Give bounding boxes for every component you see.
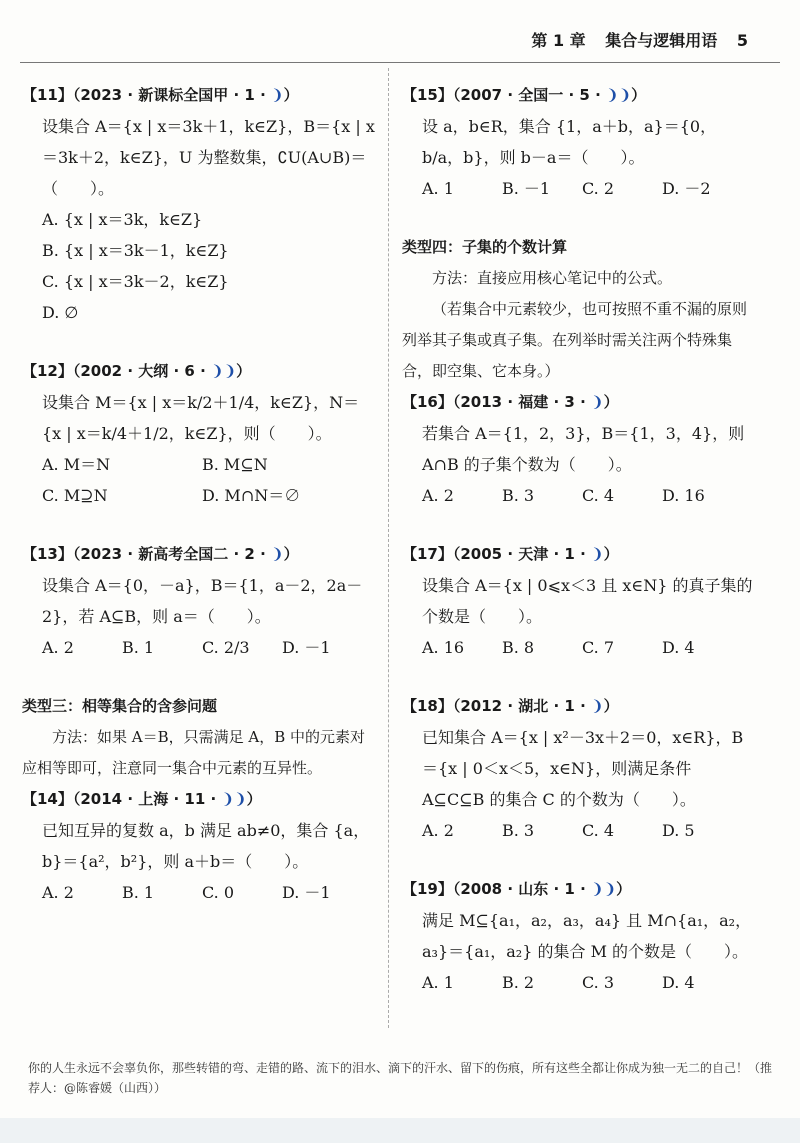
problem-stem: 已知互异的复数 a，b 满足 ab≠0，集合 {a，b}＝{a²，b²}，则 a＋b＝（ ）。: [42, 821, 370, 871]
option-c: C. 7: [582, 638, 615, 657]
option-c: C. 0: [202, 883, 235, 902]
problem-18: [402, 691, 757, 846]
options: [402, 967, 757, 998]
option-a: A. 1: [422, 179, 454, 198]
option-d: D. M∩N＝∅: [202, 486, 301, 505]
option-b: B. －1: [502, 179, 551, 198]
problem-header-end: ）: [616, 880, 632, 898]
page-header: [517, 28, 748, 51]
problem-header: [402, 691, 757, 722]
option-b: B. M⊆N: [202, 455, 268, 474]
problem-header-end: ）: [236, 362, 252, 380]
problem-header: [22, 356, 377, 387]
option-a: A. 2: [422, 821, 454, 840]
section-title-type3: 类型三：相等集合的含参问题: [22, 697, 218, 715]
problem-header-end: ）: [603, 545, 619, 563]
problem-11: [22, 80, 377, 328]
problem-source: 【13】（2023 · 新高考全国二 · 2 ·: [22, 545, 271, 563]
section-method-note: （若集合中元素较少，也可按照不重不漏的原则列举其子集或真子集。在列举时需关注两个特殊集合，即空集、它本身。）: [402, 300, 748, 380]
right-column: [402, 80, 757, 1026]
option-b: B. 1: [122, 638, 155, 657]
problem-16: [402, 387, 757, 511]
option-a: A. {x | x＝3k，k∈Z}: [42, 210, 203, 229]
problem-source: 【15】（2007 · 全国一 · 5 ·: [402, 86, 606, 104]
problem-source: 【11】（2023 · 新课标全国甲 · 1 ·: [22, 86, 271, 104]
option-c: C. {x | x＝3k－2，k∈Z}: [42, 272, 229, 291]
problem-14: [22, 784, 377, 908]
option-a: A. M＝N: [42, 455, 111, 474]
option-c: C. 2: [582, 179, 615, 198]
problem-source: 【12】（2002 · 大纲 · 6 ·: [22, 362, 211, 380]
problem-17: [402, 539, 757, 663]
difficulty-icon: ❩: [591, 545, 604, 563]
problem-source: 【18】（2012 · 湖北 · 1 ·: [402, 697, 591, 715]
difficulty-icon: ❩: [591, 697, 604, 715]
option-d: D. －1: [282, 883, 331, 902]
problem-stem: 若集合 A＝{1，2，3}，B＝{1，3，4}，则 A∩B 的子集个数为（ ）。: [422, 424, 745, 474]
section-method: 方法：直接应用核心笔记中的公式。: [432, 269, 673, 287]
option-b: B. 3: [502, 486, 535, 505]
option-d: D. 4: [662, 638, 695, 657]
problem-stem: 设 a，b∈R，集合 {1，a＋b，a}＝{0，b/a，b}，则 b－a＝（ ）。: [422, 117, 717, 167]
problem-header: [402, 874, 757, 905]
problem-header-end: ）: [283, 86, 299, 104]
column-divider: [388, 68, 389, 1028]
option-c: C. 4: [582, 821, 615, 840]
problem-header: [402, 539, 757, 570]
difficulty-icon: ❩: [271, 545, 284, 563]
option-d: D. ∅: [42, 303, 79, 322]
problem-header: [22, 80, 377, 111]
options: [402, 480, 757, 511]
difficulty-icon: ❩: [591, 393, 604, 411]
problem-12: [22, 356, 377, 511]
option-a: A. 1: [422, 973, 454, 992]
problem-stem: 设集合 A＝{x | x＝3k＋1，k∈Z}，B＝{x | x＝3k＋2，k∈Z}，U 为整数集，∁U(A∪B)＝（ ）。: [42, 117, 375, 198]
options: [402, 173, 757, 204]
page-bottom-edge: [0, 1118, 800, 1143]
options: [22, 632, 377, 663]
option-c: C. 3: [582, 973, 615, 992]
option-d: D. 16: [662, 486, 705, 505]
options: [22, 877, 377, 908]
header-rule: [20, 62, 780, 63]
option-d: D. －1: [282, 638, 331, 657]
problem-header: [402, 387, 757, 418]
problem-13: [22, 539, 377, 663]
problem-stem: 设集合 M＝{x | x＝k/2＋1/4，k∈Z}，N＝{x | x＝k/4＋1/2，k∈Z}，则（ ）。: [42, 393, 360, 443]
problem-header: [22, 784, 377, 815]
option-a: A. 2: [42, 638, 74, 657]
options: [22, 204, 377, 328]
problem-header-end: ）: [631, 86, 647, 104]
option-b: B. 3: [502, 821, 535, 840]
option-b: B. 1: [122, 883, 155, 902]
options: [402, 632, 757, 663]
problem-stem: 设集合 A＝{0，－a}，B＝{1，a－2，2a－2}，若 A⊆B，则 a＝（ ）。: [42, 576, 363, 626]
option-c: C. M⊇N: [42, 486, 108, 505]
option-d: D. 4: [662, 973, 695, 992]
problem-source: 【19】（2008 · 山东 · 1 ·: [402, 880, 591, 898]
problem-15: [402, 80, 757, 204]
difficulty-icon: ❩❩: [591, 880, 617, 898]
option-b: B. 2: [502, 973, 535, 992]
page-number: 5: [736, 31, 748, 50]
problem-19: [402, 874, 757, 998]
option-d: D. 5: [662, 821, 695, 840]
problem-header-end: ）: [246, 790, 262, 808]
problem-header: [22, 539, 377, 570]
problem-source: 【17】（2005 · 天津 · 1 ·: [402, 545, 591, 563]
problem-source: 【16】（2013 · 福建 · 3 ·: [402, 393, 591, 411]
option-a: A. 2: [422, 486, 454, 505]
chapter-number: 第 1 章: [531, 31, 586, 50]
difficulty-icon: ❩❩: [606, 86, 632, 104]
option-a: A. 2: [42, 883, 74, 902]
difficulty-icon: ❩❩: [221, 790, 247, 808]
option-c: C. 4: [582, 486, 615, 505]
option-b: B. {x | x＝3k－1，k∈Z}: [42, 241, 229, 260]
options: [402, 815, 757, 846]
option-b: B. 8: [502, 638, 535, 657]
problem-header-end: ）: [603, 697, 619, 715]
problem-header-end: ）: [283, 545, 299, 563]
option-a: A. 16: [422, 638, 465, 657]
footer-quote: 你的人生永远不会辜负你，那些转错的弯、走错的路、流下的泪水、滴下的汗水、留下的伤痕，所有这些全都让你成为独一无二的自己！（推荐人：@陈睿媛（山西））: [28, 1061, 773, 1095]
options: [22, 449, 377, 511]
problem-header-end: ）: [603, 393, 619, 411]
problem-header: [402, 80, 757, 111]
option-c: C. 2/3: [202, 638, 250, 657]
problem-stem: 设集合 A＝{x | 0⩽x＜3 且 x∈N} 的真子集的个数是（ ）。: [422, 576, 753, 626]
option-d: D. －2: [662, 179, 711, 198]
section-title-type4: 类型四：子集的个数计算: [402, 238, 568, 256]
chapter-title: 集合与逻辑用语: [605, 31, 718, 50]
difficulty-icon: ❩❩: [211, 362, 237, 380]
problem-stem: 已知集合 A＝{x | x²－3x＋2＝0，x∈R}，B＝{x | 0＜x＜5，x∈N}，则满足条件 A⊆C⊆B 的集合 C 的个数为（ ）。: [422, 728, 744, 809]
problem-stem: 满足 M⊆{a₁，a₂，a₃，a₄} 且 M∩{a₁，a₂，a₃}＝{a₁，a₂} 的集合 M 的个数是（ ）。: [422, 911, 752, 961]
difficulty-icon: ❩: [271, 86, 284, 104]
left-column: [22, 80, 377, 936]
section-method: 方法：如果 A＝B，只需满足 A，B 中的元素对应相等即可，注意同一集合中元素的互异性。: [22, 728, 366, 777]
problem-source: 【14】（2014 · 上海 · 11 ·: [22, 790, 222, 808]
